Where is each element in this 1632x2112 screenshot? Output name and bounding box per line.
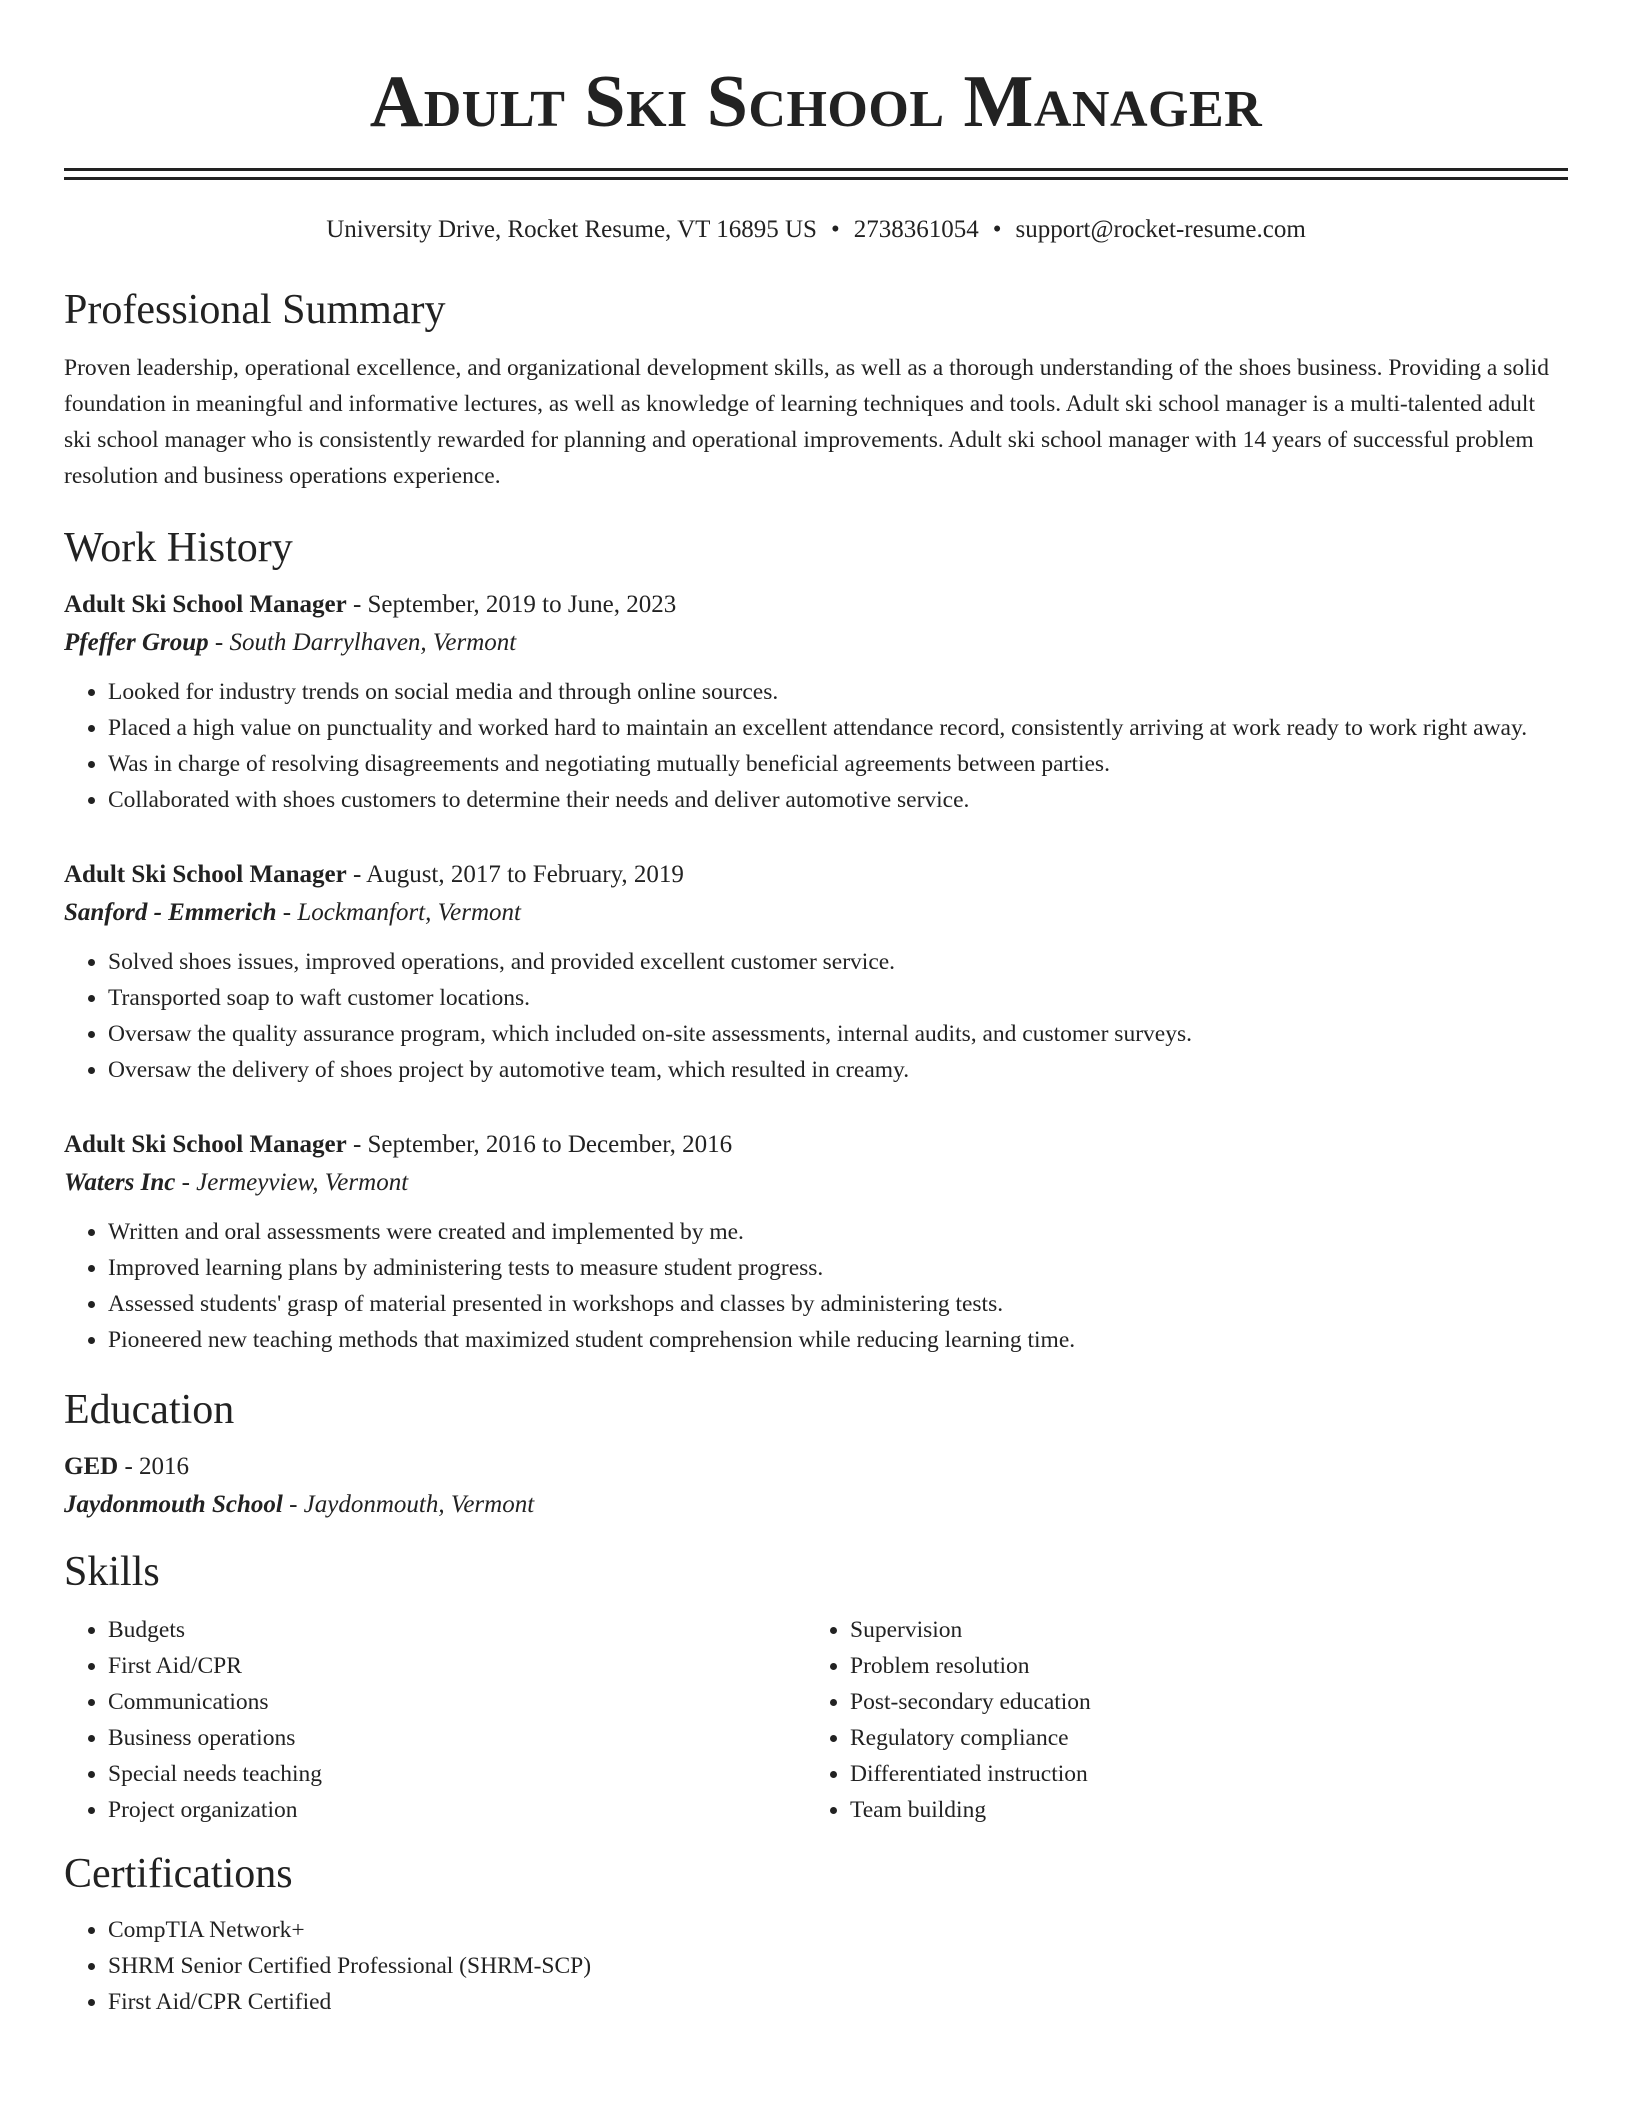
job-duties-list — [64, 1214, 1568, 1358]
job-title-line — [64, 586, 1568, 624]
job-role: Adult Ski School Manager — [64, 591, 347, 618]
skill-item: • Post-secondary education — [850, 1684, 1548, 1720]
employer-location: - South Darrylhaven, Vermont — [208, 629, 517, 656]
skill-item: • Problem resolution — [850, 1648, 1548, 1684]
job-duty: • Pioneered new teaching methods that maximized student comprehension while reducing learning time. — [108, 1322, 1568, 1358]
job-duty: • Transported soap to waft customer locations. — [108, 980, 1568, 1016]
skills-heading: Skills — [64, 1549, 160, 1595]
employer-location: - Jermeyview, Vermont — [175, 1169, 409, 1196]
header-divider-top — [64, 168, 1568, 171]
job-duty: • Written and oral assessments were created and implemented by me. — [108, 1214, 1568, 1250]
job-entry — [64, 856, 1568, 1088]
skill-item: • First Aid/CPR — [108, 1648, 806, 1684]
job-duty: • Improved learning plans by administering tests to measure student progress. — [108, 1250, 1568, 1286]
employer-name: Pfeffer Group — [64, 629, 209, 656]
job-duties-list — [64, 674, 1568, 818]
job-role: Adult Ski School Manager — [64, 861, 347, 888]
contact-address: University Drive, Rocket Resume, VT 16895 US — [326, 216, 817, 243]
skill-item: • Team building — [850, 1792, 1548, 1828]
skill-item: • Business operations — [108, 1720, 806, 1756]
school-location: - Jaydonmouth, Vermont — [282, 1491, 535, 1518]
skills-list-left — [64, 1612, 806, 1828]
job-dates: - September, 2019 to June, 2023 — [346, 591, 677, 618]
job-duties-list — [64, 944, 1568, 1088]
job-title-line — [64, 856, 1568, 894]
skill-item: • Supervision — [850, 1612, 1548, 1648]
job-duty: • Assessed students' grasp of material presented in workshops and classes by administering tests. — [108, 1286, 1568, 1322]
skill-item: • Special needs teaching — [108, 1756, 806, 1792]
employer-name: Sanford - Emmerich — [64, 899, 277, 926]
skill-item: • Project organization — [108, 1792, 806, 1828]
contact-separator: • — [992, 216, 1002, 243]
school-name: Jaydonmouth School — [64, 1491, 283, 1518]
education-heading: Education — [64, 1387, 235, 1433]
job-duty: • Solved shoes issues, improved operations, and provided excellent customer service. — [108, 944, 1568, 980]
skill-item: • Budgets — [108, 1612, 806, 1648]
contact-line — [64, 214, 1568, 246]
summary-text: Proven leadership, operational excellence, and organizational development skills, as well as a thorough understanding of the shoes business. Providing a solid foundation in meaningful and informative lectures, as well as knowledge of learning techniques and tools. Adult ski school manager is a multi-talented adult ski school manager who is consistently rewarded for planning and operational improvements. Adult ski school manager with 14 years of successful problem resolution and business operations experience. — [64, 355, 1549, 489]
resume-name-heading: Adult Ski School Manager — [369, 61, 1263, 143]
school-line — [64, 1486, 1568, 1524]
work-history-heading: Work History — [64, 525, 293, 571]
job-duty: • Was in charge of resolving disagreements and negotiating mutually beneficial agreements between parties. — [108, 746, 1568, 782]
degree-line — [64, 1448, 1568, 1486]
job-dates: - August, 2017 to February, 2019 — [346, 861, 684, 888]
certifications-list — [64, 1912, 1568, 2020]
job-role: Adult Ski School Manager — [64, 1131, 347, 1158]
job-dates: - September, 2016 to December, 2016 — [346, 1131, 733, 1158]
summary-heading: Professional Summary — [64, 287, 446, 333]
job-duty: • Oversaw the delivery of shoes project by automotive team, which resulted in creamy. — [108, 1052, 1568, 1088]
contact-phone: 2738361054 — [853, 216, 979, 243]
contact-email: support@rocket-resume.com — [1015, 216, 1306, 243]
job-title-line — [64, 1126, 1568, 1164]
degree-year: - 2016 — [118, 1453, 190, 1480]
job-entry — [64, 1126, 1568, 1358]
skill-item: • Differentiated instruction — [850, 1756, 1548, 1792]
employer-name: Waters Inc — [64, 1169, 176, 1196]
certifications-heading: Certifications — [64, 1851, 293, 1897]
skill-item: • Regulatory compliance — [850, 1720, 1548, 1756]
education-entry — [64, 1448, 1568, 1524]
job-duty: • Oversaw the quality assurance program, which included on-site assessments, internal audits, and customer surveys. — [108, 1016, 1568, 1052]
skills-list-right — [806, 1612, 1548, 1828]
certification-item: • CompTIA Network+ — [108, 1912, 1568, 1948]
skills-grid — [64, 1612, 1568, 1828]
job-duty: • Placed a high value on punctuality and worked hard to maintain an excellent attendance record, consistently arriving at work ready to work right away. — [108, 710, 1568, 746]
job-entry — [64, 586, 1568, 818]
employer-location: - Lockmanfort, Vermont — [276, 899, 521, 926]
contact-separator: • — [830, 216, 840, 243]
degree-name: GED — [64, 1453, 119, 1480]
employer-line — [64, 894, 1568, 932]
certification-item: • SHRM Senior Certified Professional (SHRM-SCP) — [108, 1948, 1568, 1984]
employer-line — [64, 624, 1568, 662]
certification-item: • First Aid/CPR Certified — [108, 1984, 1568, 2020]
skill-item: • Communications — [108, 1684, 806, 1720]
header-divider-bottom — [64, 177, 1568, 180]
job-duty: • Collaborated with shoes customers to determine their needs and deliver automotive service. — [108, 782, 1568, 818]
resume-page — [64, 0, 1568, 2020]
employer-line — [64, 1164, 1568, 1202]
job-duty: • Looked for industry trends on social media and through online sources. — [108, 674, 1568, 710]
